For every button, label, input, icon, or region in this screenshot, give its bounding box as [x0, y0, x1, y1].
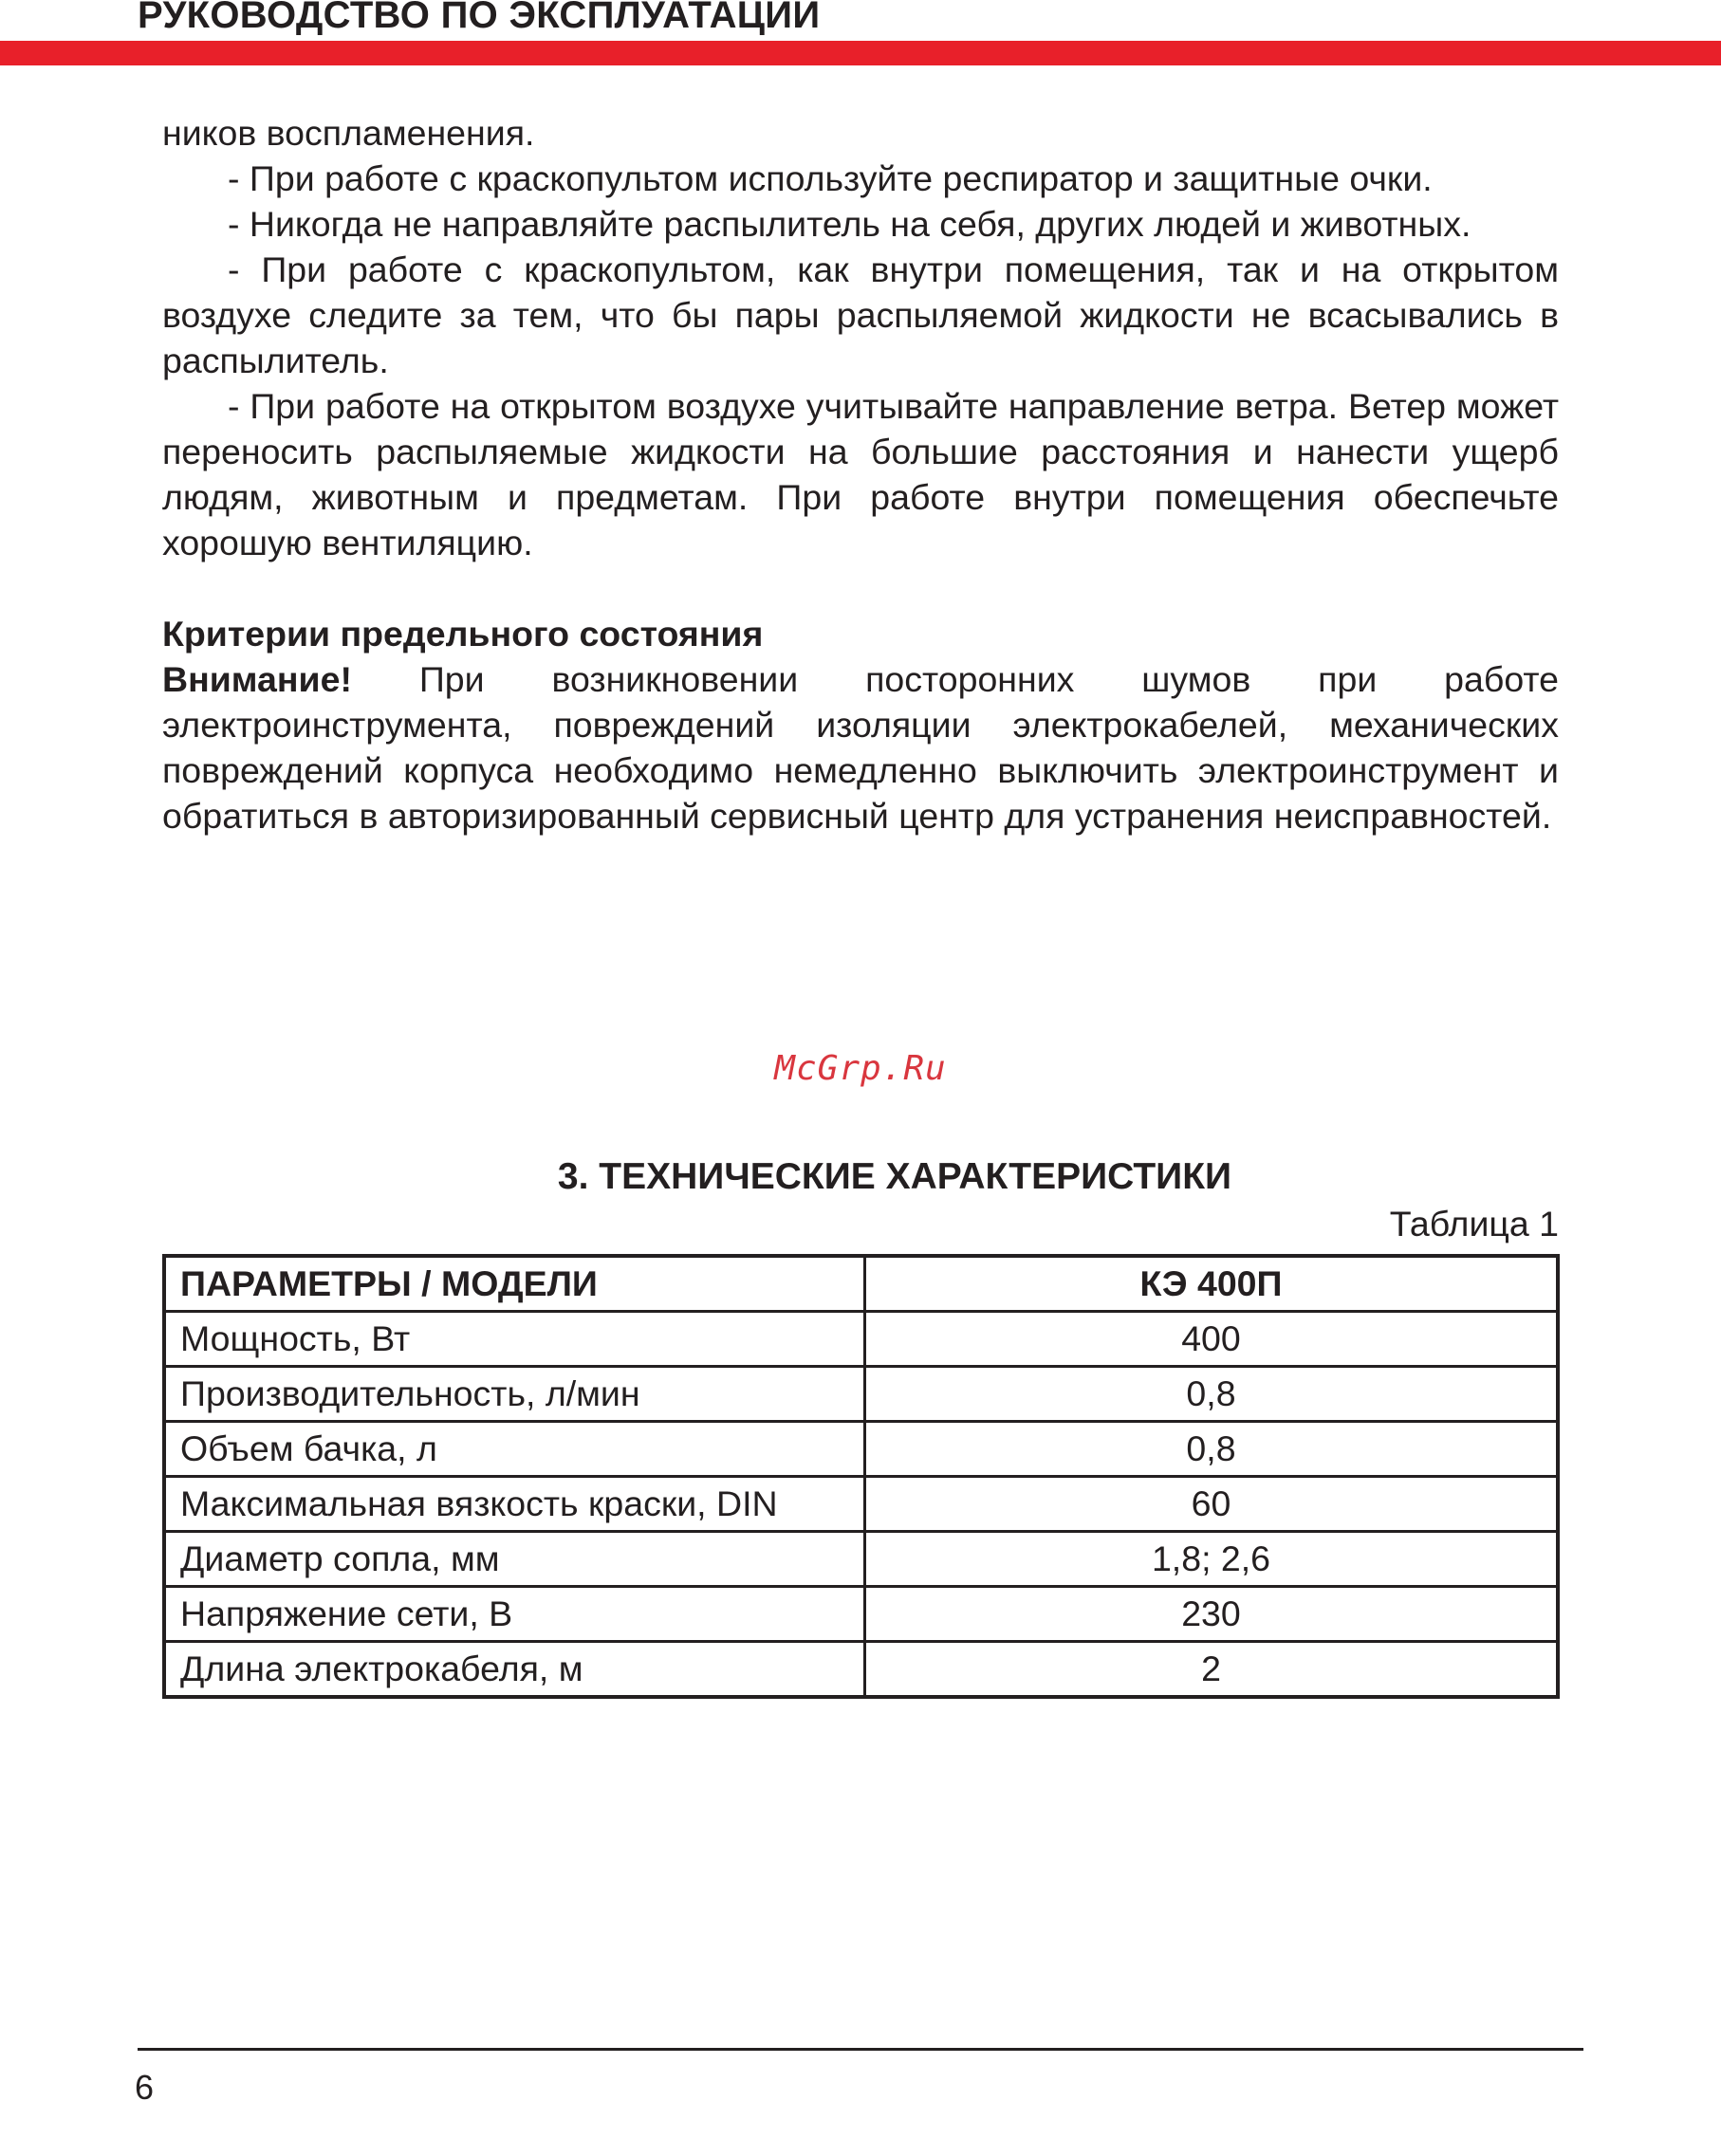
- param-cell: Производительность, л/мин: [164, 1367, 865, 1422]
- header-model-cell: КЭ 400П: [865, 1256, 1559, 1312]
- value-cell: 60: [865, 1477, 1559, 1532]
- safety-text-block: [162, 110, 1559, 838]
- page-number: 6: [135, 2068, 155, 2107]
- table-row: [164, 1477, 1558, 1532]
- value-cell: 230: [865, 1587, 1559, 1642]
- param-cell: Диаметр сопла, мм: [164, 1532, 865, 1587]
- table-row: [164, 1312, 1558, 1367]
- param-cell: Объем бачка, л: [164, 1422, 865, 1477]
- paragraph-respirator: - При работе с краскопультом используйте респиратор и защитные очки.: [228, 158, 1433, 198]
- attention-paragraph: [162, 656, 1559, 838]
- param-cell: Напряжение сети, В: [164, 1587, 865, 1642]
- tech-specs-heading: 3. ТЕХНИЧЕСКИЕ ХАРАКТЕРИСТИКИ: [557, 1156, 1232, 1197]
- table-row: [164, 1367, 1558, 1422]
- header-param-cell: ПАРАМЕТРЫ / МОДЕЛИ: [164, 1256, 865, 1312]
- param-cell: Длина электрокабеля, м: [164, 1642, 865, 1698]
- watermark-text: McGrp.Ru: [774, 1049, 947, 1088]
- paragraph-continuation: ников воспламенения.: [162, 113, 535, 153]
- manual-header-title: РУКОВОДСТВО ПО ЭКСПЛУАТАЦИИ: [138, 0, 821, 36]
- paragraph-spacer: [162, 565, 1559, 611]
- table-header-row: [164, 1256, 1558, 1312]
- attention-text: При возникновении посторонних шумов при работе электроинструмента, повреждений изоляции электрокабелей, механических повреждений корпуса необходимо немедленно выключить электроинструмент и обратиться в авторизированный сервисный центр для устранения неисправностей.: [162, 659, 1559, 836]
- header-red-band: [0, 41, 1721, 65]
- table-row: [164, 1422, 1558, 1477]
- value-cell: 400: [865, 1312, 1559, 1367]
- criteria-heading: Критерии предельного состояния: [162, 614, 764, 654]
- table-row: [164, 1642, 1558, 1698]
- footer-divider: [138, 2048, 1583, 2051]
- value-cell: 0,8: [865, 1367, 1559, 1422]
- value-cell: 2: [865, 1642, 1559, 1698]
- attention-label: Внимание!: [162, 659, 352, 699]
- paragraph-vapors: - При работе с краскопультом, как внутри помещения, так и на открытом воздухе следите за тем, что бы пары распыляемой жидкости не всасывались в распылитель.: [162, 249, 1559, 380]
- value-cell: 0,8: [865, 1422, 1559, 1477]
- tech-specs-table: [162, 1254, 1560, 1699]
- value-cell: 1,8; 2,6: [865, 1532, 1559, 1587]
- paragraph-direction: - Никогда не направляйте распылитель на себя, других людей и животных.: [228, 204, 1471, 244]
- table-row: [164, 1532, 1558, 1587]
- paragraph-wind: - При работе на открытом воздухе учитывайте направление ветра. Ветер может переносить распыляемые жидкости на большие расстояния и нанести ущерб людям, животным и предметам. При работе внутри помещения обеспечьте хорошую вентиляцию.: [162, 386, 1559, 562]
- table-row: [164, 1587, 1558, 1642]
- table-caption: Таблица 1: [1389, 1204, 1559, 1244]
- param-cell: Мощность, Вт: [164, 1312, 865, 1367]
- param-cell: Максимальная вязкость краски, DIN: [164, 1477, 865, 1532]
